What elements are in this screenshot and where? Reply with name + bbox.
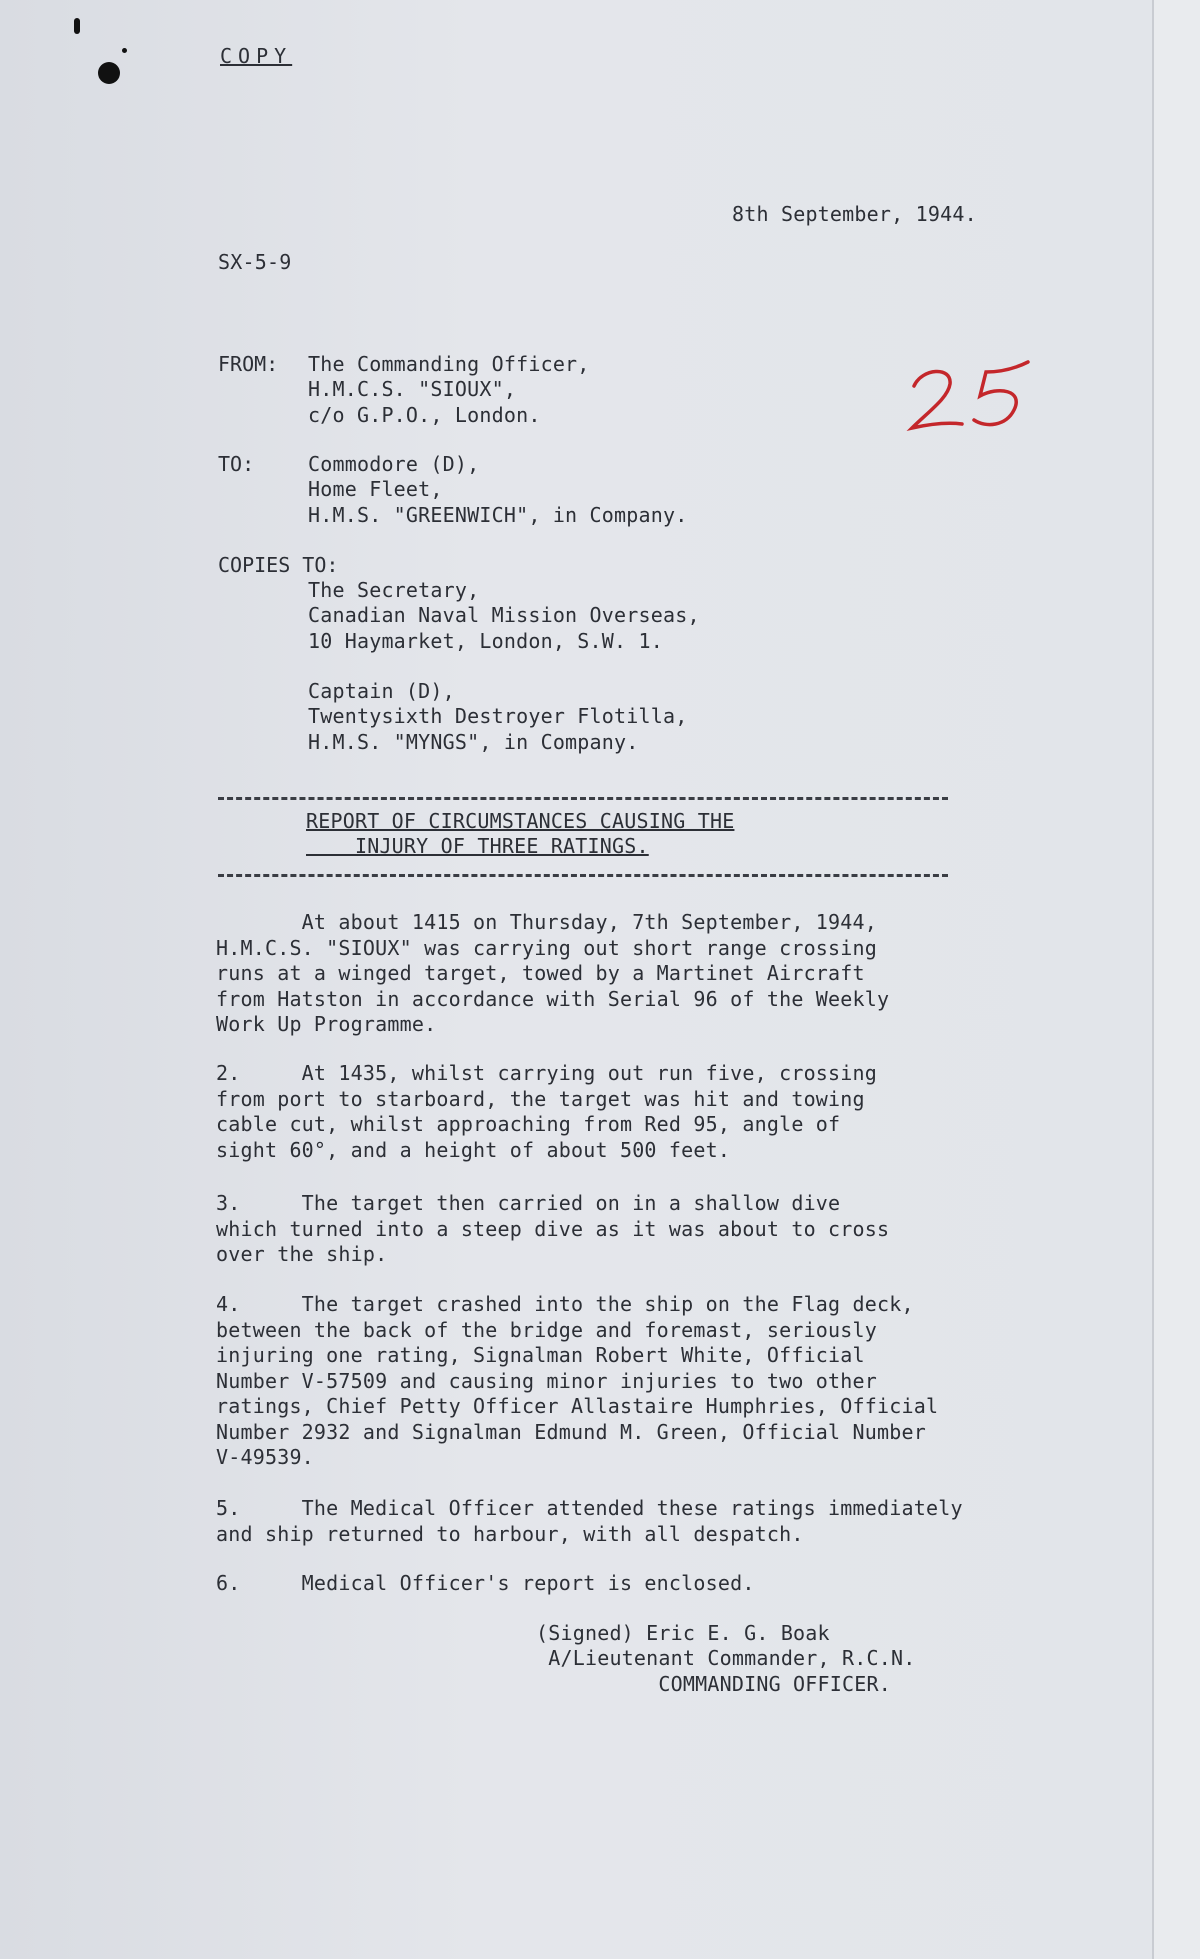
copies-recipient-secretary: The Secretary, Canadian Naval Mission Overseas, 10 Haymarket, London, S.W. 1. — [308, 578, 700, 653]
from-label: FROM: — [218, 352, 279, 376]
from-address: The Commanding Officer, H.M.C.S. "SIOUX", c/o G.P.O., London. — [308, 352, 590, 427]
paragraph-6: 6. Medical Officer's report is enclosed. — [216, 1571, 755, 1595]
paragraph-5: 5. The Medical Officer attended these ratings immediately and ship returned to harbour, with all despatch. — [216, 1496, 963, 1546]
punch-hole — [98, 62, 120, 84]
paragraph-3: 3. The target then carried on in a shallow dive which turned into a steep dive as it was about to cross over the ship. — [216, 1191, 890, 1266]
ink-mark — [74, 18, 80, 34]
paragraph-4: 4. The target crashed into the ship on the Flag deck, between the back of the bridge and foremast, seriously injuring one rating, Signalman Robert White, Official Number V-57509 and causing minor injuries to two other ratings, Chief Petty Officer Allastaire Humphries, Official Number 2932 and Signalman Edmund M. Green, Official Number V-49539. — [216, 1292, 939, 1469]
divider-top — [218, 797, 948, 800]
letter-date: 8th September, 1944. — [732, 202, 977, 226]
report-subject: REPORT OF CIRCUMSTANCES CAUSING THE INJURY OF THREE RATINGS. — [306, 809, 735, 859]
divider-bottom — [218, 874, 948, 877]
signature-block: (Signed) Eric E. G. Boak A/Lieutenant Commander, R.C.N. COMMANDING OFFICER. — [536, 1621, 916, 1696]
copy-label: COPY — [220, 44, 293, 68]
paragraph-2: 2. At 1435, whilst carrying out run five, crossing from port to starboard, the target was hit and towing cable cut, whilst approaching from Red 95, angle of sight 60°, and a height of about 500 feet. — [216, 1061, 878, 1162]
to-label: TO: — [218, 452, 255, 476]
ink-dot — [122, 48, 127, 53]
to-address: Commodore (D), Home Fleet, H.M.S. "GREENWICH", in Company. — [308, 452, 688, 527]
paragraph-1: At about 1415 on Thursday, 7th September, 1944, H.M.C.S. "SIOUX" was carrying out short range crossing runs at a winged target, towed by a Martinet Aircraft from Hatston in accordance with Serial 96 of the Weekly Work Up Programme. — [216, 910, 890, 1036]
reference-number: SX-5-9 — [218, 250, 292, 274]
page-edge — [1152, 0, 1200, 1959]
handwritten-number — [900, 350, 1050, 440]
copies-to-label: COPIES TO: — [218, 553, 339, 577]
copies-recipient-captain: Captain (D), Twentysixth Destroyer Flotilla, H.M.S. "MYNGS", in Company. — [308, 679, 688, 754]
